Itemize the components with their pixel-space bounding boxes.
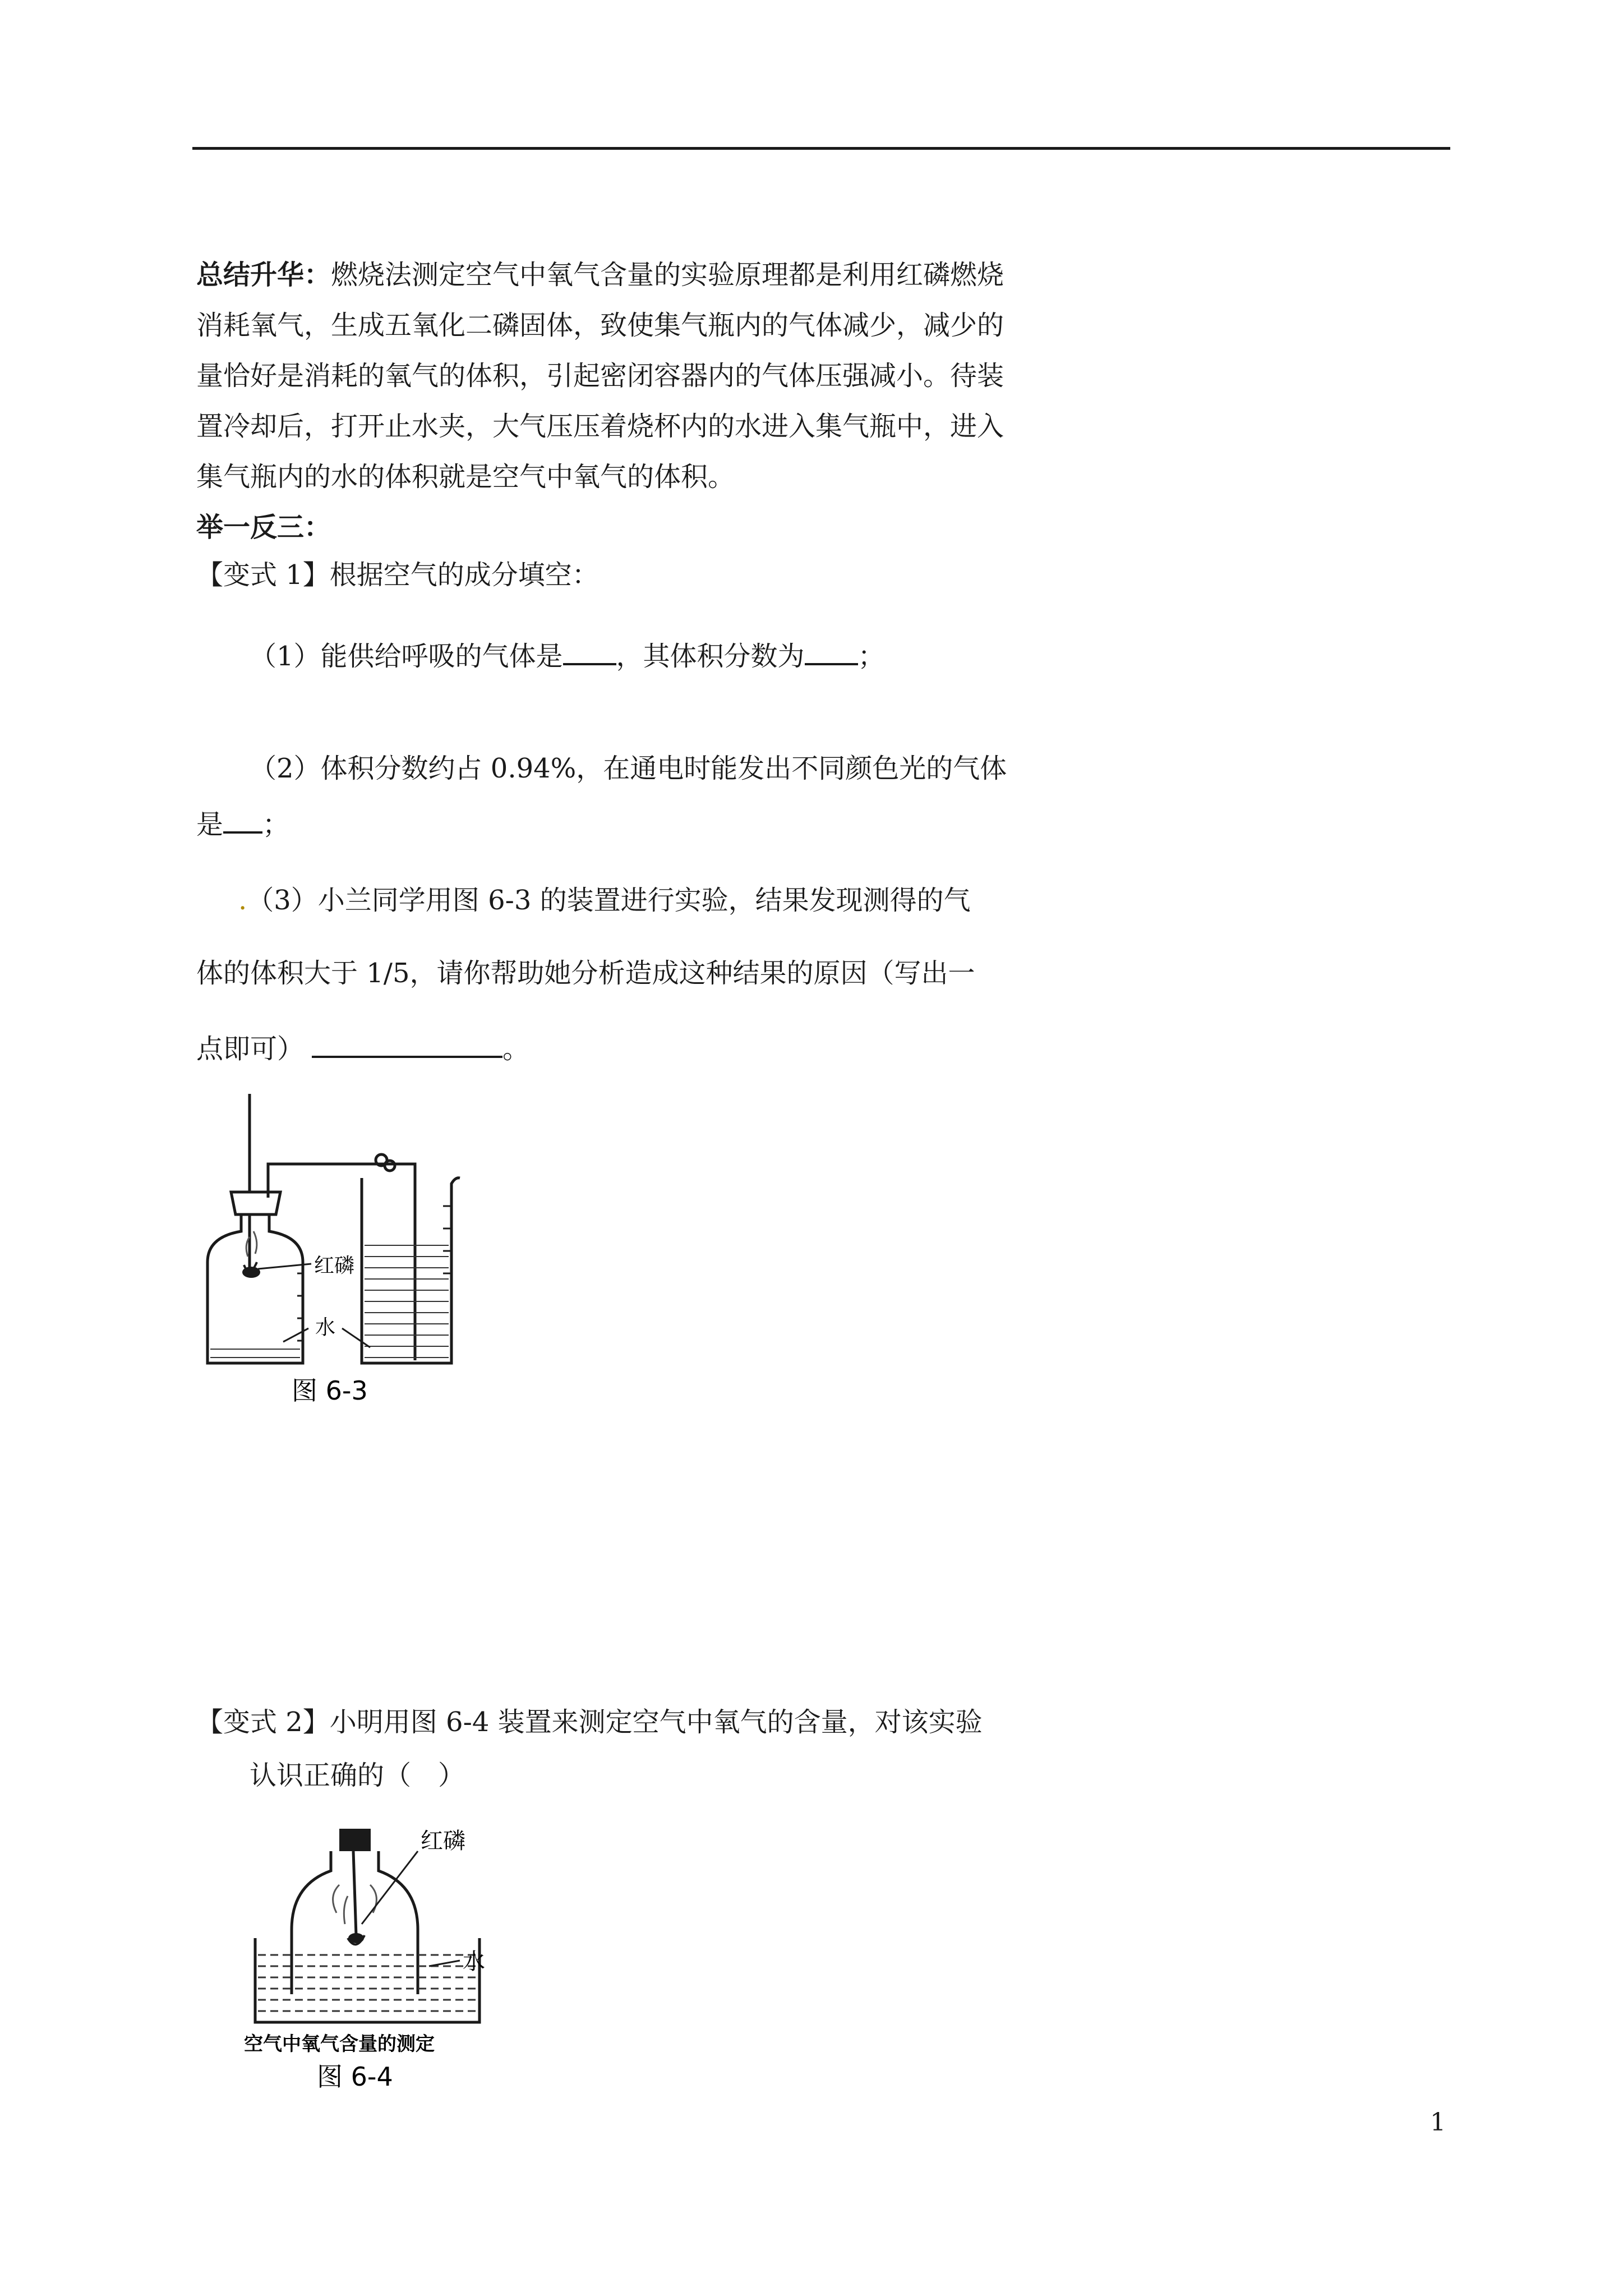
question-3-line2: 体的体积大于 1/5，请你帮助她分析造成这种结果的原因（写出一 <box>196 958 975 989</box>
figure63-caption: 图 6-3 <box>292 1375 368 1406</box>
practice-heading: 举一反三： <box>196 512 331 543</box>
figure64-label-water: 水 <box>463 1949 485 1975</box>
figure-6-3 <box>196 1094 510 1414</box>
answer-blank[interactable] <box>805 657 858 665</box>
figure64-label-phosphorus: 红磷 <box>421 1828 465 1854</box>
question-1: （1）能供给呼吸的气体是 ，其体积分数为 ； <box>250 641 885 672</box>
answer-blank[interactable] <box>563 657 616 665</box>
answer-blank[interactable] <box>312 1050 502 1058</box>
summary-text: 燃烧法测定空气中氧气含量的实验原理都是利用红磷燃烧消耗氧气，生成五氧化二磷固体，致使集气瓶内的气体减少，减少的量恰好是消耗的氧气的体积，引起密闭容器内的气体压强减小。待装置冷却后，打开止水夹，大气压压着烧杯内的水进入集气瓶中，进入集气瓶内的水的体积就是空气中氧气的体积。 <box>196 259 1004 493</box>
page-number: 1 <box>1430 2108 1446 2137</box>
figure64-subtitle: 空气中氧气含量的测定 <box>244 2033 435 2055</box>
question-2-line2: 是 ； <box>196 809 290 840</box>
figure63-label-phosphorus: 红磷 <box>314 1254 355 1277</box>
variant1-title: 【变式 1】根据空气的成分填空： <box>196 559 599 591</box>
question-3-line1: .（3）小兰同学用图 6-3 的装置进行实验，结果发现测得的气 <box>238 885 971 916</box>
summary-heading: 总结升华： <box>196 259 331 291</box>
summary-paragraph <box>196 250 1026 502</box>
question-2-line1: （2）体积分数约占 0.94%，在通电时能发出不同颜色光的气体 <box>250 753 1007 784</box>
header-rule <box>192 147 1450 150</box>
figure64-caption: 图 6-4 <box>317 2062 393 2092</box>
variant2-title: 【变式 2】小明用图 6-4 装置来测定空气中氧气的含量，对该实验 <box>196 1706 983 1738</box>
variant2-line2: 认识正确的（ ） <box>250 1760 465 1791</box>
question-3-line3: 点即可） 。 <box>196 1033 530 1065</box>
answer-blank[interactable] <box>223 826 262 834</box>
figure63-label-water: 水 <box>315 1316 336 1339</box>
figure-6-4 <box>238 1818 519 2098</box>
